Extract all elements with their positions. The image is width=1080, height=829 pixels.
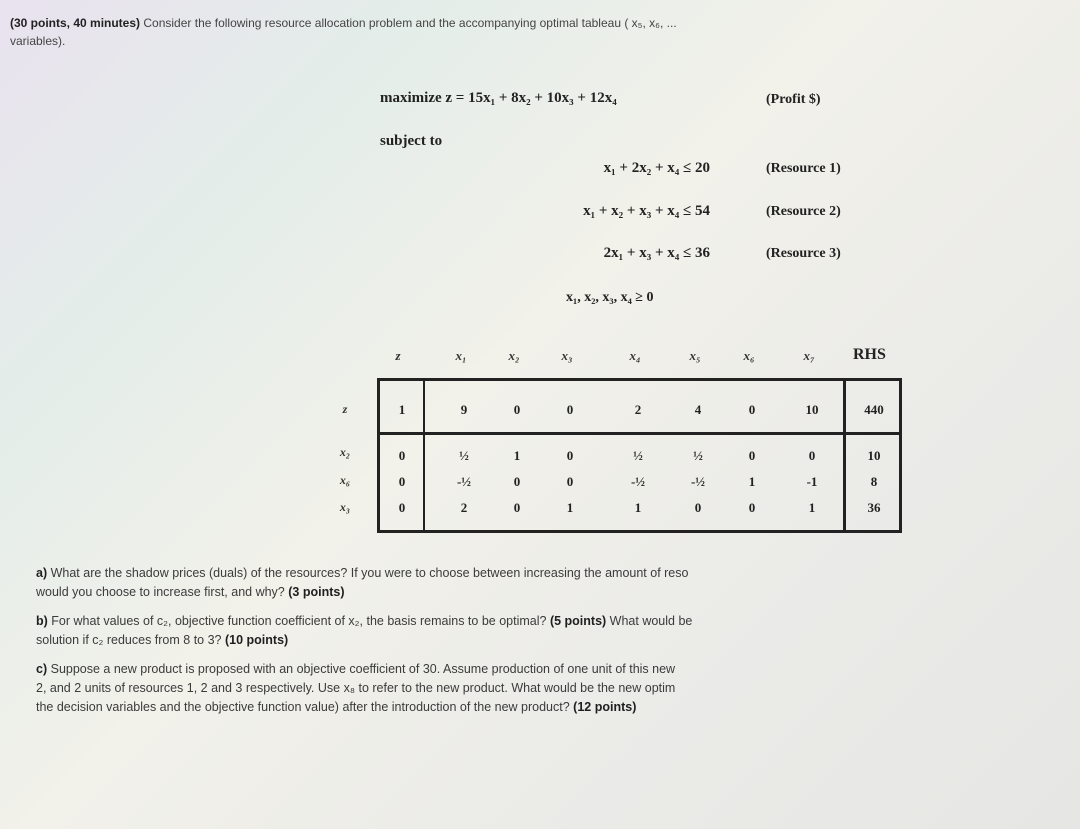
nonnegativity: x₁, x₂, x₃, x₄ ≥ 0 bbox=[566, 290, 654, 305]
question-b-text-2: solution if c₂ reduces from 8 to 3? bbox=[36, 633, 222, 647]
tableau-header-x5: x₅ bbox=[689, 348, 701, 363]
optimal-tableau bbox=[377, 378, 902, 533]
tableau-cell: -½ bbox=[456, 474, 472, 489]
tableau-cell: 0 bbox=[748, 448, 756, 463]
tableau-cell: 4 bbox=[694, 402, 702, 417]
tableau-cell: 1 bbox=[513, 448, 521, 463]
tableau-cell: ½ bbox=[459, 448, 469, 463]
tableau-cell: 0 bbox=[808, 448, 816, 463]
tableau-cell: 1 bbox=[398, 402, 406, 417]
question-c-text: Suppose a new product is proposed with an objective coefficient of 30. Assume production of one unit of this new bbox=[50, 662, 676, 676]
tableau-header-rhs: RHS bbox=[853, 346, 886, 363]
problem-intro bbox=[10, 14, 1075, 50]
tableau-divider bbox=[843, 381, 846, 530]
objective-tag: (Profit $) bbox=[766, 92, 821, 107]
question-c-label: c) bbox=[36, 662, 48, 676]
tableau-header-x3: x₃ bbox=[561, 348, 573, 363]
question-a-points: (3 points) bbox=[288, 585, 345, 599]
tableau-header-x7: x₇ bbox=[803, 348, 815, 363]
question-a-text: What are the shadow prices (duals) of the resources? If you were to choose between increasing the amount of reso bbox=[50, 566, 689, 580]
intro-text-2: variables). bbox=[10, 34, 66, 48]
intro-text: Consider the following resource allocation problem and the accompanying optimal tableau ( x₅, x₆, ... bbox=[143, 16, 677, 30]
tableau-cell: 0 bbox=[513, 474, 521, 489]
tableau-cell: 0 bbox=[566, 474, 574, 489]
tableau-cell: 2 bbox=[634, 402, 642, 417]
tableau-cell: -½ bbox=[690, 474, 706, 489]
tableau-cell: -½ bbox=[630, 474, 646, 489]
question-c-points: (12 points) bbox=[573, 700, 637, 714]
tableau-cell: 0 bbox=[398, 474, 406, 489]
constraint-1: x₁ + 2x₂ + x₄ ≤ 20 bbox=[603, 160, 710, 176]
tableau-cell: 1 bbox=[808, 500, 816, 515]
tableau-cell: 1 bbox=[748, 474, 756, 489]
question-a-text-2: would you choose to increase first, and why? bbox=[36, 585, 285, 599]
tableau-cell: 0 bbox=[748, 402, 756, 417]
tableau-cell: 1 bbox=[634, 500, 642, 515]
tableau-cell: ½ bbox=[633, 448, 643, 463]
question-b bbox=[36, 612, 1080, 650]
question-b-points: (5 points) bbox=[549, 614, 607, 628]
tableau-divider bbox=[380, 432, 899, 435]
questions-section bbox=[36, 564, 1080, 717]
tableau-cell: 0 bbox=[513, 402, 521, 417]
tableau-cell: 440 bbox=[864, 402, 884, 417]
row-label-x3: x₃ bbox=[339, 500, 351, 514]
tableau-cell: 1 bbox=[566, 500, 574, 515]
tableau-cell: 36 bbox=[867, 500, 881, 515]
tableau-cell: 0 bbox=[566, 402, 574, 417]
question-c bbox=[36, 660, 1080, 717]
constraint-2: x₁ + x₂ + x₃ + x₄ ≤ 54 bbox=[583, 203, 710, 219]
intro-points: (30 points, 40 minutes) bbox=[10, 16, 141, 30]
subject-to: subject to bbox=[380, 133, 443, 149]
tableau-header-x6: x₆ bbox=[743, 348, 755, 363]
constraint-3-tag: (Resource 3) bbox=[766, 246, 841, 261]
question-c-text-3: the decision variables and the objective function value) after the introduction of the new product? bbox=[36, 700, 570, 714]
tableau-cell: 9 bbox=[460, 402, 468, 417]
constraint-2-tag: (Resource 2) bbox=[766, 204, 841, 219]
tableau-cell: 8 bbox=[870, 474, 878, 489]
tableau-cell: -1 bbox=[806, 474, 818, 489]
tableau-cell: 0 bbox=[566, 448, 574, 463]
tableau-header-x4: x₄ bbox=[629, 348, 641, 363]
constraint-3: 2x₁ + x₃ + x₄ ≤ 36 bbox=[603, 245, 710, 261]
question-b-text: For what values of c₂, objective function coefficient of x₂, the basis remains to be optimal? bbox=[51, 614, 547, 628]
question-c-text-2: 2, and 2 units of resources 1, 2 and 3 respectively. Use x₈ to refer to the new product. What would be the new optim bbox=[36, 681, 676, 695]
row-label-z: z bbox=[342, 402, 348, 416]
tableau-cell: 0 bbox=[513, 500, 521, 515]
tableau-header-x1: x₁ bbox=[455, 348, 467, 363]
constraint-1-tag: (Resource 1) bbox=[766, 161, 841, 176]
question-a-label: a) bbox=[36, 566, 48, 580]
question-b-text-cont: What would be bbox=[609, 614, 693, 628]
tableau-cell: 10 bbox=[867, 448, 881, 463]
question-b-points-2: (10 points) bbox=[224, 633, 289, 647]
tableau-cell: 0 bbox=[748, 500, 756, 515]
row-label-x6: x₆ bbox=[339, 473, 351, 487]
tableau-header-x2: x₂ bbox=[508, 348, 520, 363]
tableau-cell: ½ bbox=[693, 448, 703, 463]
question-a bbox=[36, 564, 1080, 602]
tableau-cell: 10 bbox=[805, 402, 819, 417]
tableau-cell: 0 bbox=[398, 448, 406, 463]
tableau-divider bbox=[423, 381, 425, 530]
row-label-x2: x₂ bbox=[339, 445, 351, 459]
tableau-header-z: z bbox=[395, 348, 401, 363]
tableau-cell: 2 bbox=[460, 500, 468, 515]
objective-function: maximize z = 15x₁ + 8x₂ + 10x₃ + 12x₄ bbox=[380, 90, 617, 106]
question-b-label: b) bbox=[36, 614, 48, 628]
tableau-cell: 0 bbox=[398, 500, 406, 515]
tableau-cell: 0 bbox=[694, 500, 702, 515]
